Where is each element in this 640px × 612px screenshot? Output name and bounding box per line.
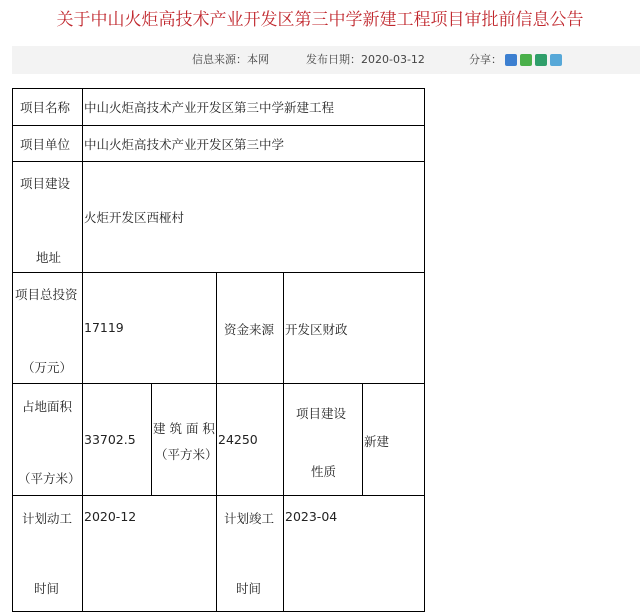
- start-label-1: 计划动工: [22, 511, 73, 526]
- project-name-value: 中山火炬高技术产业开发区第三中学新建工程: [84, 100, 335, 115]
- fund-source-label: 资金来源: [224, 322, 275, 337]
- building-area-label-1: 建 筑 面 积: [153, 421, 215, 436]
- source-text: 信息来源：本网: [192, 53, 269, 66]
- start-value: 2020-12: [84, 509, 137, 524]
- start-label-2: 时间: [34, 581, 60, 596]
- land-area-label-1: 占地面积: [22, 399, 73, 414]
- land-area-label-2: （平方米）: [18, 471, 81, 486]
- project-name-label: 项目名称: [20, 100, 71, 115]
- address-label-1: 项目建设: [20, 176, 71, 191]
- finish-value: 2023-04: [285, 509, 338, 524]
- publish-date: 发布日期：2020-03-12: [306, 53, 425, 66]
- nature-label-1: 项目建设: [296, 406, 347, 421]
- finish-label-1: 计划竣工: [224, 511, 275, 526]
- project-unit-label: 项目单位: [20, 137, 71, 152]
- page-title: 关于中山火炬高技术产业开发区第三中学新建工程项目审批前信息公告: [56, 10, 584, 30]
- investment-value: 17119: [84, 320, 124, 335]
- building-area-value: 24250: [218, 432, 258, 447]
- nature-value: 新建: [364, 434, 390, 449]
- building-area-label-cell: [151, 383, 217, 496]
- share-label: 分享：: [469, 53, 502, 66]
- fund-source-value: 开发区财政: [285, 322, 348, 337]
- project-unit-value: 中山火炬高技术产业开发区第三中学: [84, 137, 285, 152]
- investment-label-1: 项目总投资: [15, 287, 78, 302]
- finish-label-2: 时间: [236, 581, 262, 596]
- nature-label-2: 性质: [311, 464, 337, 479]
- investment-label-2: （万元）: [22, 360, 73, 375]
- address-value: 火炬开发区西桠村: [84, 210, 185, 225]
- land-area-value: 33702.5: [84, 432, 136, 447]
- address-label-2: 地址: [36, 250, 62, 265]
- building-area-label-2: （平方米）: [155, 447, 218, 462]
